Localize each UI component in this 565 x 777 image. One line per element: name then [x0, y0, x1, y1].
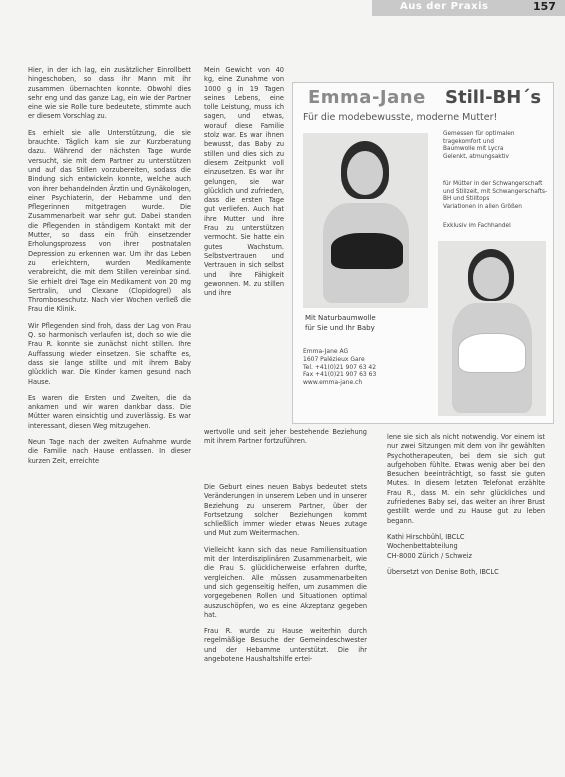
- article-column-middle-narrow: [204, 66, 284, 428]
- paragraph: wertvolle und seit jeher bestehende Beziehung mit ihrem Partner fortzuführen.: [204, 428, 367, 446]
- translator-credit: Übersetzt von Denise Both, IBCLC: [387, 567, 499, 576]
- ad-brand: Emma-Jane: [308, 87, 426, 108]
- ad-tagline: Für die modebewusste, moderne Mutter!: [303, 112, 498, 123]
- paragraph: Es waren die Ersten und Zweiten, die da ankamen und wir waren dankbar dass. Die Mütter waren einsichtig und zuverlässig. Es war interessant, diesen Weg mitzugehen.: [28, 393, 191, 430]
- article-column-middle-lower: [204, 483, 367, 773]
- author-block: Kathi Hirschbühl, IBCLC Wochenbettabteilung CH-8000 Zürich / Schweiz: [387, 532, 473, 560]
- page-number: 157: [533, 0, 556, 13]
- ad-website-link: www.emma-jane.ch: [303, 379, 363, 387]
- ad-product: Still-BH´s: [445, 87, 542, 108]
- article-column-right: [387, 433, 545, 763]
- ad-features-1: Gemessen für optimalen tragekomfort und Baumwolle mit Lycra Gelenkt, atmungsaktiv: [443, 131, 515, 160]
- ad-photo-model-light-bra: [438, 241, 546, 416]
- ad-material-note: Mit Naturbaumwolle für Sie und Ihr Baby: [305, 314, 376, 332]
- article-column-middle-continuation: [204, 428, 367, 478]
- paragraph: Neun Tage nach der zweiten Aufnahme wurde die Familie nach Hause entlassen. In dieser kurzen Zeit, erreichte: [28, 437, 191, 465]
- paragraph: Hier, in der ich lag, ein zusätzlicher Einrollbett hingeschoben, so dass ihr Mann mit ihr zusammen übernachten konnte. Obwohl dies sehr eng und das ganze Lag, ein wie der Partner eine wie sie Rolle ture bedeutete, stimmte auch er diesem Vorschlag zu.: [28, 66, 191, 121]
- paragraph: Es erhielt sie alle Unterstützung, die sie brauchte. Täglich kam sie zur Kurzberatung dazu. Während der nächsten Tage wurde versucht, sie mit dem Partner zu unterstützen und auf das Stillen vorzubereiten, sodass die Bindung sich entwickeln konnte, welche auch von ihrer behandelnden Ärztin und Gynäkologen, einer Psychiaterin, der Hebamme und den Pflegerinnen mitgetragen wurde. Die Zusammenarbeit war sehr gut. Dabei standen die Pflegenden in ständigem Kontakt mit der Mutter, so dass ein früh einsetzender Erholungsprozess von ihrer postnatalen Depression zu erkennen war. Um ihr das Leben zu erleichtern, wurden Medikamente verabreicht, die mit dem Stillen vereinbar sind. Sie erhielt drei Tage ein Medikament von 20 mg Sertralin, und Clexane (Clopidogrel) als Thromboseschutz. Nach vier Wochen verließ die Frau die Klinik.: [28, 128, 191, 314]
- section-title: Aus der Praxis: [400, 1, 489, 12]
- paragraph: Vielleicht kann sich das neue Familiensituation mit der Interdisziplinären Zusammenarbeit, wie die Frau S. glücklicherweise erfahren durfte, vergleichen. Alle müssen zusammenarbeiten und sich gegenseitig helfen, um zusammen die vorgegebenen Rollen und Situationen optimal auszuschöpfen, wo es eine Akzeptanz gegeben hat.: [204, 545, 367, 619]
- ad-info-note: Exklusiv im Fachhandel: [443, 223, 511, 229]
- paragraph: Mein Gewicht von 40 kg, eine Zunahme von 1000 g in 19 Tagen seines Lebens, eine tolle Leistung, muss ich sagen, und etwas, worauf diese Familie stolz war. Es war ihnen bewusst, das Baby zu stillen und dies sich zu diesem Zeitpunkt voll einzusetzen. Es war ihr gelungen, sie war glücklich und zufrieden, dass die ersten Tage gut verliefen. Auch hat ihre Mutter und ihre Frau zu unterstützen vermocht. Sie hatte ein gutes Wachstum. Selbstvertrauen und Vertrauen in sich selbst und ihre Fähigkeit gewonnen. M. zu stillen und ihre: [204, 66, 284, 298]
- paragraph: lene sie sich als nicht notwendig. Vor einem ist nur zwei Sitzungen mit dem von ihr gewählten Psychotherapeuten, bei dem sie sich gut aufgehoben fühlte. Etwas wenig aber bei den Besuchen beeinträchtigt, so fasst sie guten Mutes. In diesem letzten Telefonat erzählte Frau R., dass M. ein sehr glückliches und zufriedenes Baby sei, das weiter an ihrer Brust gestillt werde und zu Hause gut zu leben begann.: [387, 433, 545, 525]
- ad-address: Emma-Jane AG 1607 Palézieux Gare Tel. +41(0)21 907 63 42 Fax +41(0)21 907 63 63 www.emma-jane.ch: [303, 348, 377, 387]
- ad-photo-model-dark-bra: [303, 133, 428, 308]
- advertisement: [292, 82, 554, 424]
- article-column-left: [28, 66, 191, 771]
- paragraph: Frau R. wurde zu Hause weiterhin durch regelmäßige Besuche der Gemeindeschwester und der Hebamme unterstützt. Die ihr angebotene Haushaltshilfe ertei-: [204, 627, 367, 664]
- ad-features-2: für Mütter in der Schwangerschaft und Stillzeit, mit Schwangerschafts- BH und Stilltops Variationen in allen Größen: [443, 181, 548, 210]
- paragraph: Wir Pflegenden sind froh, dass der Lag von Frau Q. so harmonisch verlaufen ist, doch so wie die Frau R. konnte sie zunächst nicht stillen. Ihre Auffassung wieder einsetzen. Sie schaffte es, dass sie lange stillte und mit ihrem Baby glücklich war. Die Kinder kamen gesund nach Hause.: [28, 321, 191, 386]
- paragraph: Die Geburt eines neuen Babys bedeutet stets Veränderungen in unserem Leben und in unserer Beziehung zu unserem Partner, über der Fortsetzung solcher Beziehungen kommt schließlich immer wieder etwas Neues zutage und Mut zum Weitermachen.: [204, 483, 367, 538]
